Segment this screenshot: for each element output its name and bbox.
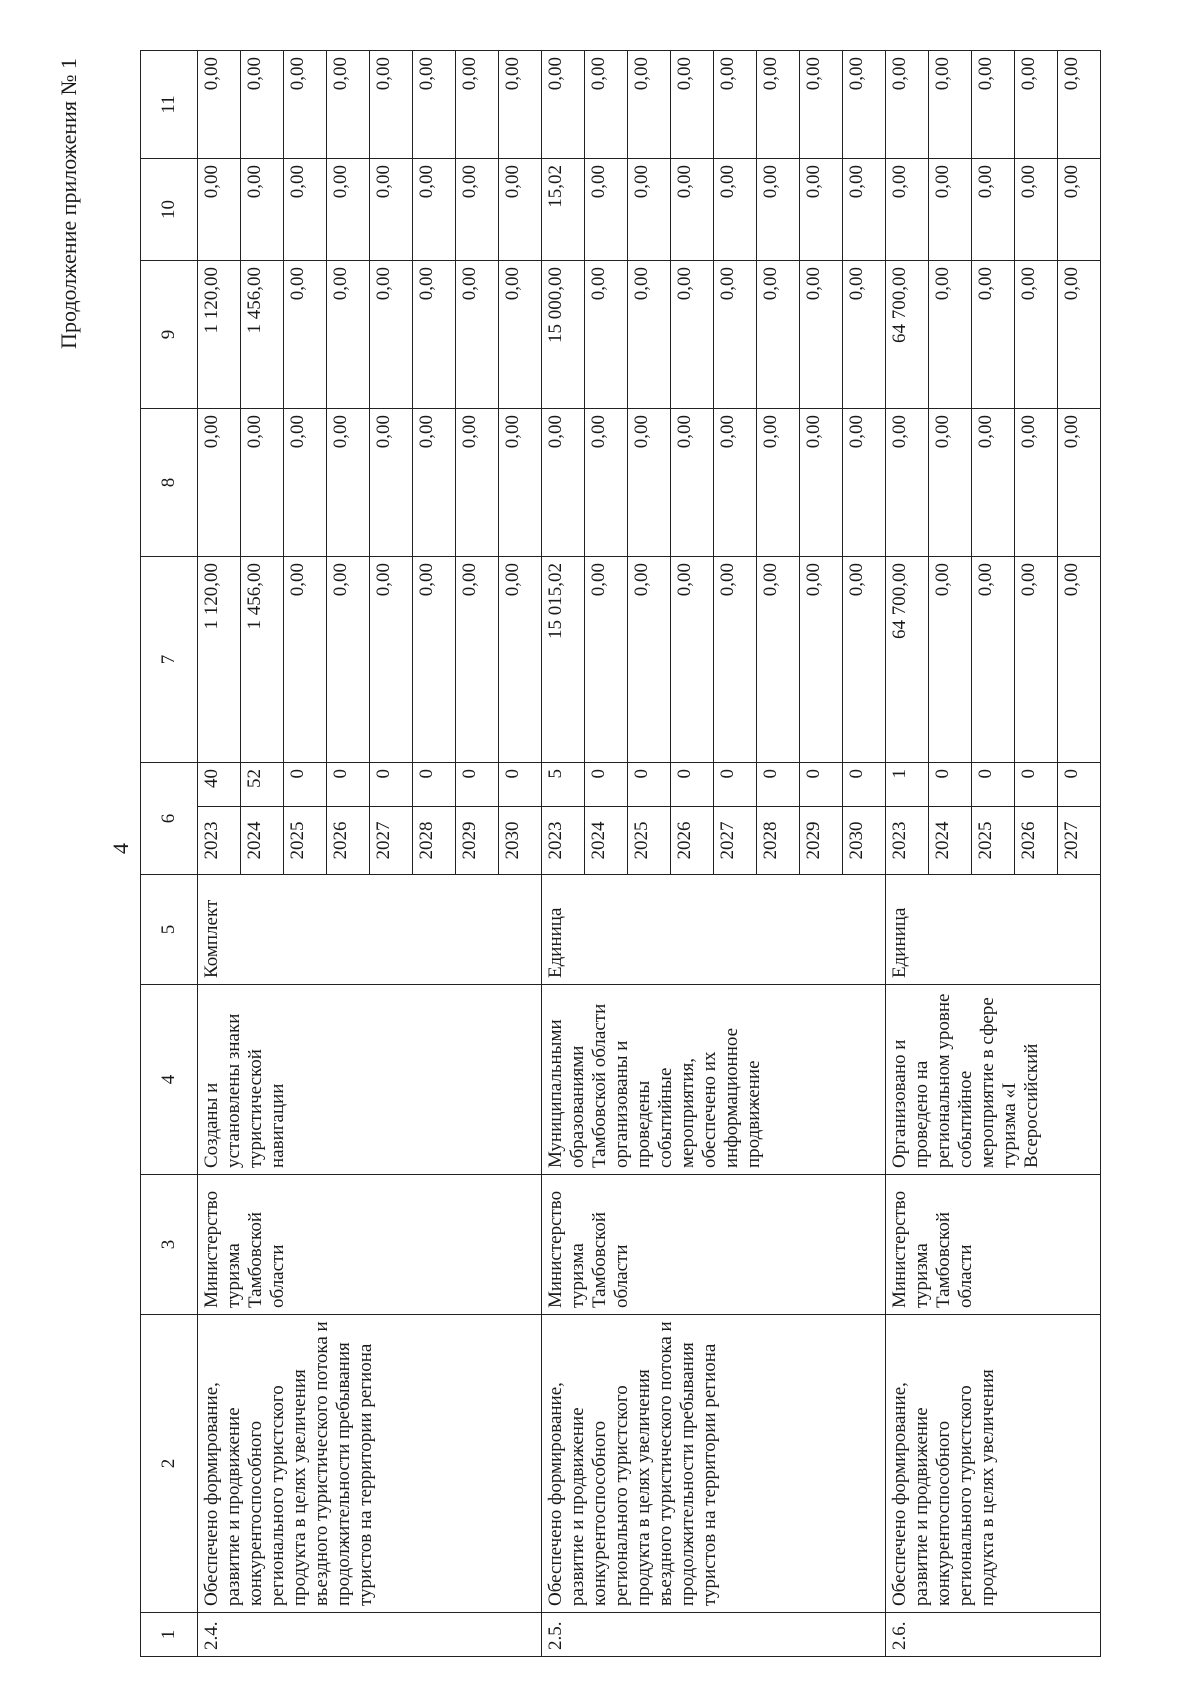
local-budget-cell: 0,00	[800, 159, 843, 261]
extra-budget-cell: 0,00	[929, 51, 972, 159]
unit-cell: Комплект	[198, 875, 542, 985]
header-row	[141, 51, 198, 1657]
unit-cell: Единица	[542, 875, 886, 985]
total-cell: 0,00	[456, 557, 499, 763]
federal-budget-cell: 0,00	[370, 409, 413, 557]
extra-budget-cell: 0,00	[714, 51, 757, 159]
page-number: 4	[108, 843, 133, 854]
federal-budget-cell: 0,00	[241, 409, 284, 557]
total-cell: 0,00	[327, 557, 370, 763]
extra-budget-cell: 0,00	[800, 51, 843, 159]
total-cell: 0,00	[671, 557, 714, 763]
row-number-cell: 2.4.	[198, 1613, 542, 1657]
year-cell: 2024	[929, 807, 972, 875]
local-budget-cell: 0,00	[284, 159, 327, 261]
total-cell: 0,00	[972, 557, 1015, 763]
local-budget-cell: 0,00	[757, 159, 800, 261]
continuation-label: Продолжение приложения № 1	[56, 58, 81, 349]
executor-cell: Министерство туризма Тамбовской области	[198, 1175, 542, 1315]
regional-budget-cell: 0,00	[929, 261, 972, 409]
year-cell: 2024	[241, 807, 284, 875]
column-header: 10	[141, 159, 198, 261]
table-row	[198, 51, 241, 1657]
total-cell: 0,00	[929, 557, 972, 763]
result-cell: Организовано и проведено на региональном уровне событийное мероприятие в сфере туризма «I Всероссийский	[886, 985, 1101, 1175]
extra-budget-cell: 0,00	[284, 51, 327, 159]
year-cell: 2027	[714, 807, 757, 875]
regional-budget-cell: 0,00	[757, 261, 800, 409]
quantity-cell: 0	[800, 763, 843, 807]
federal-budget-cell: 0,00	[886, 409, 929, 557]
quantity-cell: 0	[628, 763, 671, 807]
federal-budget-cell: 0,00	[327, 409, 370, 557]
year-cell: 2026	[671, 807, 714, 875]
local-budget-cell: 0,00	[843, 159, 886, 261]
column-header: 6	[141, 763, 198, 875]
column-header: 7	[141, 557, 198, 763]
extra-budget-cell: 0,00	[1058, 51, 1101, 159]
quantity-cell: 0	[972, 763, 1015, 807]
quantity-cell: 0	[327, 763, 370, 807]
regional-budget-cell: 0,00	[671, 261, 714, 409]
federal-budget-cell: 0,00	[671, 409, 714, 557]
total-cell: 64 700,00	[886, 557, 929, 763]
federal-budget-cell: 0,00	[1058, 409, 1101, 557]
local-budget-cell: 0,00	[929, 159, 972, 261]
regional-budget-cell: 15 000,00	[542, 261, 585, 409]
year-cell: 2029	[456, 807, 499, 875]
extra-budget-cell: 0,00	[628, 51, 671, 159]
quantity-cell: 0	[1015, 763, 1058, 807]
extra-budget-cell: 0,00	[198, 51, 241, 159]
total-cell: 0,00	[1015, 557, 1058, 763]
federal-budget-cell: 0,00	[628, 409, 671, 557]
year-cell: 2027	[370, 807, 413, 875]
year-cell: 2030	[499, 807, 542, 875]
regional-budget-cell: 0,00	[1058, 261, 1101, 409]
regional-budget-cell: 0,00	[714, 261, 757, 409]
column-header: 4	[141, 985, 198, 1175]
total-cell: 0,00	[413, 557, 456, 763]
quantity-cell: 0	[284, 763, 327, 807]
local-budget-cell: 0,00	[628, 159, 671, 261]
quantity-cell: 0	[413, 763, 456, 807]
quantity-cell: 0	[1058, 763, 1101, 807]
quantity-cell: 1	[886, 763, 929, 807]
local-budget-cell: 0,00	[241, 159, 284, 261]
federal-budget-cell: 0,00	[714, 409, 757, 557]
year-cell: 2023	[886, 807, 929, 875]
table-row	[886, 51, 929, 1657]
local-budget-cell: 0,00	[972, 159, 1015, 261]
row-number-cell: 2.6.	[886, 1613, 1101, 1657]
federal-budget-cell: 0,00	[1015, 409, 1058, 557]
year-cell: 2026	[327, 807, 370, 875]
total-cell: 0,00	[1058, 557, 1101, 763]
local-budget-cell: 0,00	[499, 159, 542, 261]
total-cell: 0,00	[757, 557, 800, 763]
local-budget-cell: 0,00	[1058, 159, 1101, 261]
local-budget-cell: 0,00	[198, 159, 241, 261]
regional-budget-cell: 0,00	[327, 261, 370, 409]
total-cell: 0,00	[843, 557, 886, 763]
task-cell: Обеспечено формирование, развитие и продвижение конкурентоспособного регионального туристского продукта в целях увеличения въездного туристического потока и продолжительности пребывания туристов на территории региона	[198, 1315, 542, 1613]
local-budget-cell: 0,00	[413, 159, 456, 261]
total-cell: 0,00	[714, 557, 757, 763]
year-cell: 2029	[800, 807, 843, 875]
quantity-cell: 0	[714, 763, 757, 807]
federal-budget-cell: 0,00	[284, 409, 327, 557]
extra-budget-cell: 0,00	[370, 51, 413, 159]
federal-budget-cell: 0,00	[413, 409, 456, 557]
column-header: 9	[141, 261, 198, 409]
total-cell: 0,00	[585, 557, 628, 763]
local-budget-cell: 0,00	[585, 159, 628, 261]
table-body	[198, 51, 1101, 1657]
quantity-cell: 52	[241, 763, 284, 807]
regional-budget-cell: 1 456,00	[241, 261, 284, 409]
regional-budget-cell: 0,00	[370, 261, 413, 409]
column-header: 5	[141, 875, 198, 985]
column-header: 3	[141, 1175, 198, 1315]
extra-budget-cell: 0,00	[456, 51, 499, 159]
executor-cell: Министерство туризма Тамбовской области	[886, 1175, 1101, 1315]
federal-budget-cell: 0,00	[929, 409, 972, 557]
program-table	[140, 50, 1101, 1657]
local-budget-cell: 0,00	[671, 159, 714, 261]
year-cell: 2024	[585, 807, 628, 875]
local-budget-cell: 0,00	[714, 159, 757, 261]
year-cell: 2026	[1015, 807, 1058, 875]
extra-budget-cell: 0,00	[542, 51, 585, 159]
federal-budget-cell: 0,00	[542, 409, 585, 557]
quantity-cell: 0	[585, 763, 628, 807]
quantity-cell: 0	[499, 763, 542, 807]
local-budget-cell: 15,02	[542, 159, 585, 261]
total-cell: 1 120,00	[198, 557, 241, 763]
extra-budget-cell: 0,00	[757, 51, 800, 159]
regional-budget-cell: 0,00	[843, 261, 886, 409]
extra-budget-cell: 0,00	[972, 51, 1015, 159]
total-cell: 0,00	[800, 557, 843, 763]
regional-budget-cell: 64 700,00	[886, 261, 929, 409]
task-cell: Обеспечено формирование, развитие и продвижение конкурентоспособного регионального туристского продукта в целях увеличения въездного туристического потока и продолжительности пребывания туристов на территории региона	[542, 1315, 886, 1613]
quantity-cell: 40	[198, 763, 241, 807]
extra-budget-cell: 0,00	[886, 51, 929, 159]
task-cell: Обеспечено формирование, развитие и продвижение конкурентоспособного регионального туристского продукта в целях увеличения	[886, 1315, 1101, 1613]
extra-budget-cell: 0,00	[1015, 51, 1058, 159]
year-cell: 2025	[628, 807, 671, 875]
row-number-cell: 2.5.	[542, 1613, 886, 1657]
regional-budget-cell: 0,00	[800, 261, 843, 409]
regional-budget-cell: 0,00	[628, 261, 671, 409]
year-cell: 2025	[284, 807, 327, 875]
federal-budget-cell: 0,00	[843, 409, 886, 557]
regional-budget-cell: 0,00	[585, 261, 628, 409]
federal-budget-cell: 0,00	[972, 409, 1015, 557]
column-header: 11	[141, 51, 198, 159]
regional-budget-cell: 0,00	[284, 261, 327, 409]
quantity-cell: 0	[671, 763, 714, 807]
result-cell: Созданы и установлены знаки туристической навигации	[198, 985, 542, 1175]
regional-budget-cell: 1 120,00	[198, 261, 241, 409]
regional-budget-cell: 0,00	[499, 261, 542, 409]
year-cell: 2023	[198, 807, 241, 875]
federal-budget-cell: 0,00	[499, 409, 542, 557]
quantity-cell: 0	[757, 763, 800, 807]
result-cell: Муниципальными образованиями Тамбовской области организованы и проведены событийные мероприятия, обеспечено их информационное продвижение	[542, 985, 886, 1175]
year-cell: 2028	[413, 807, 456, 875]
column-header: 1	[141, 1613, 198, 1657]
year-cell: 2028	[757, 807, 800, 875]
total-cell: 0,00	[284, 557, 327, 763]
extra-budget-cell: 0,00	[413, 51, 456, 159]
federal-budget-cell: 0,00	[198, 409, 241, 557]
total-cell: 0,00	[370, 557, 413, 763]
local-budget-cell: 0,00	[327, 159, 370, 261]
regional-budget-cell: 0,00	[972, 261, 1015, 409]
table-row	[542, 51, 585, 1657]
total-cell: 0,00	[628, 557, 671, 763]
local-budget-cell: 0,00	[456, 159, 499, 261]
executor-cell: Министерство туризма Тамбовской области	[542, 1175, 886, 1315]
local-budget-cell: 0,00	[1015, 159, 1058, 261]
column-header: 8	[141, 409, 198, 557]
year-cell: 2023	[542, 807, 585, 875]
unit-cell: Единица	[886, 875, 1101, 985]
federal-budget-cell: 0,00	[456, 409, 499, 557]
local-budget-cell: 0,00	[370, 159, 413, 261]
regional-budget-cell: 0,00	[413, 261, 456, 409]
total-cell: 0,00	[499, 557, 542, 763]
extra-budget-cell: 0,00	[499, 51, 542, 159]
federal-budget-cell: 0,00	[800, 409, 843, 557]
total-cell: 15 015,02	[542, 557, 585, 763]
quantity-cell: 0	[929, 763, 972, 807]
regional-budget-cell: 0,00	[1015, 261, 1058, 409]
regional-budget-cell: 0,00	[456, 261, 499, 409]
quantity-cell: 0	[843, 763, 886, 807]
extra-budget-cell: 0,00	[585, 51, 628, 159]
column-header: 2	[141, 1315, 198, 1613]
extra-budget-cell: 0,00	[671, 51, 714, 159]
extra-budget-cell: 0,00	[327, 51, 370, 159]
local-budget-cell: 0,00	[886, 159, 929, 261]
year-cell: 2025	[972, 807, 1015, 875]
federal-budget-cell: 0,00	[585, 409, 628, 557]
quantity-cell: 5	[542, 763, 585, 807]
total-cell: 1 456,00	[241, 557, 284, 763]
extra-budget-cell: 0,00	[843, 51, 886, 159]
year-cell: 2030	[843, 807, 886, 875]
quantity-cell: 0	[370, 763, 413, 807]
federal-budget-cell: 0,00	[757, 409, 800, 557]
year-cell: 2027	[1058, 807, 1101, 875]
extra-budget-cell: 0,00	[241, 51, 284, 159]
quantity-cell: 0	[456, 763, 499, 807]
